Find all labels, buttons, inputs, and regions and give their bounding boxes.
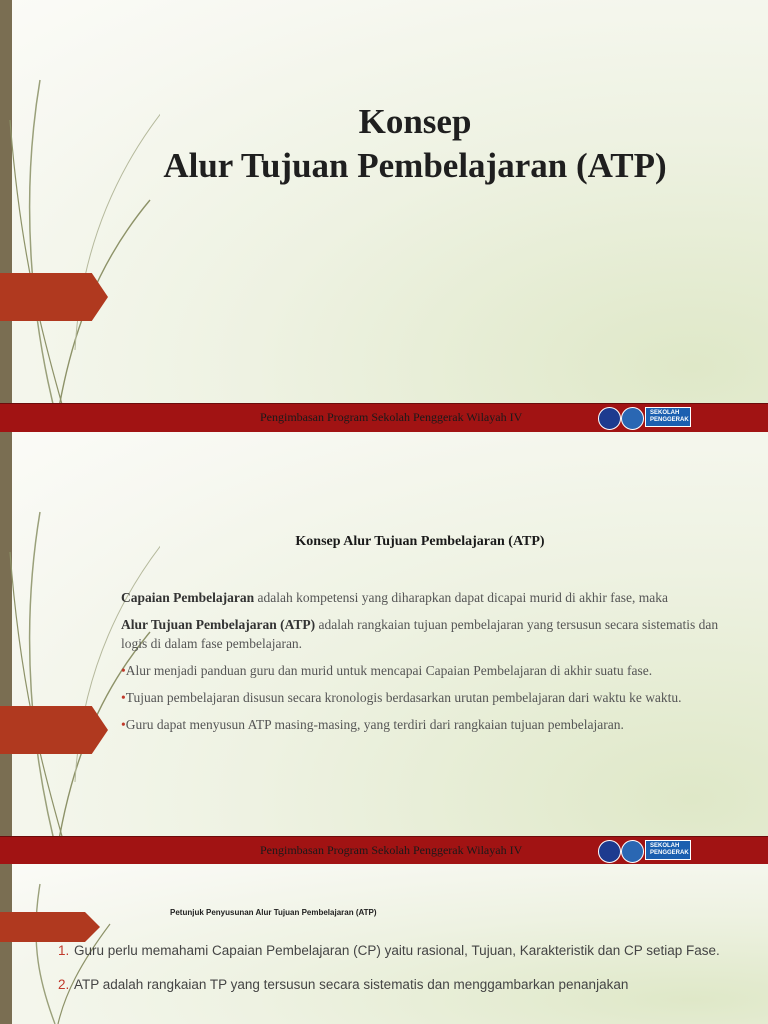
title-line-1: Konsep	[358, 102, 472, 141]
slide-title	[0, 100, 768, 188]
arrow-marker	[0, 912, 100, 942]
slide-body	[121, 588, 726, 742]
slide-1	[0, 0, 768, 432]
province-logo-icon	[598, 840, 621, 863]
list-item: 2. ATP adalah rangkaian TP yang tersusun secara sistematis dan menggambarkan penanjakan	[58, 977, 629, 992]
bullet-item: •Tujuan pembelajaran disusun secara kronologis berdasarkan urutan pembelajaran dari waktu ke waktu.	[121, 690, 682, 705]
ministry-logo-icon	[621, 407, 644, 430]
sekolah-penggerak-logo: SEKOLAH PENGGERAK	[645, 407, 691, 427]
arrow-marker	[0, 706, 108, 754]
arrow-marker	[0, 273, 108, 321]
paragraph-atp: Alur Tujuan Pembelajaran (ATP) adalah rangkaian tujuan pembelajaran yang tersusun secara sistematis dan logis di dalam fase pembelajaran.	[121, 617, 719, 651]
numbered-list	[58, 942, 728, 1010]
paragraph-capaian: Capaian Pembelajaran adalah kompetensi yang diharapkan dapat dicapai murid di akhir fase, maka	[121, 590, 668, 605]
title-line-2: Alur Tujuan Pembelajaran (ATP)	[163, 146, 667, 185]
ministry-logo-icon	[621, 840, 644, 863]
slide-2	[0, 432, 768, 864]
slide-3	[0, 864, 768, 1024]
sekolah-penggerak-logo: SEKOLAH PENGGERAK	[645, 840, 691, 860]
bullet-item: •Alur menjadi panduan guru dan murid untuk mencapai Capaian Pembelajaran di akhir suatu fase.	[121, 663, 653, 678]
decorative-lines	[0, 0, 160, 432]
footer-text: Pengimbasan Program Sekolah Penggerak Wilayah IV	[260, 410, 523, 424]
footer-bar	[0, 403, 768, 432]
list-item: 1. Guru perlu memahami Capaian Pembelajaran (CP) yaitu rasional, Tujuan, Karakteristik dan CP setiap Fase.	[58, 943, 720, 958]
slide-heading: Petunjuk Penyusunan Alur Tujuan Pembelajaran (ATP)	[170, 908, 377, 917]
footer-text: Pengimbasan Program Sekolah Penggerak Wilayah IV	[260, 843, 523, 857]
footer-bar	[0, 836, 768, 864]
slide-heading: Konsep Alur Tujuan Pembelajaran (ATP)	[295, 534, 545, 549]
bullet-item: •Guru dapat menyusun ATP masing-masing, yang terdiri dari rangkaian tujuan pembelajaran.	[121, 717, 624, 732]
province-logo-icon	[598, 407, 621, 430]
